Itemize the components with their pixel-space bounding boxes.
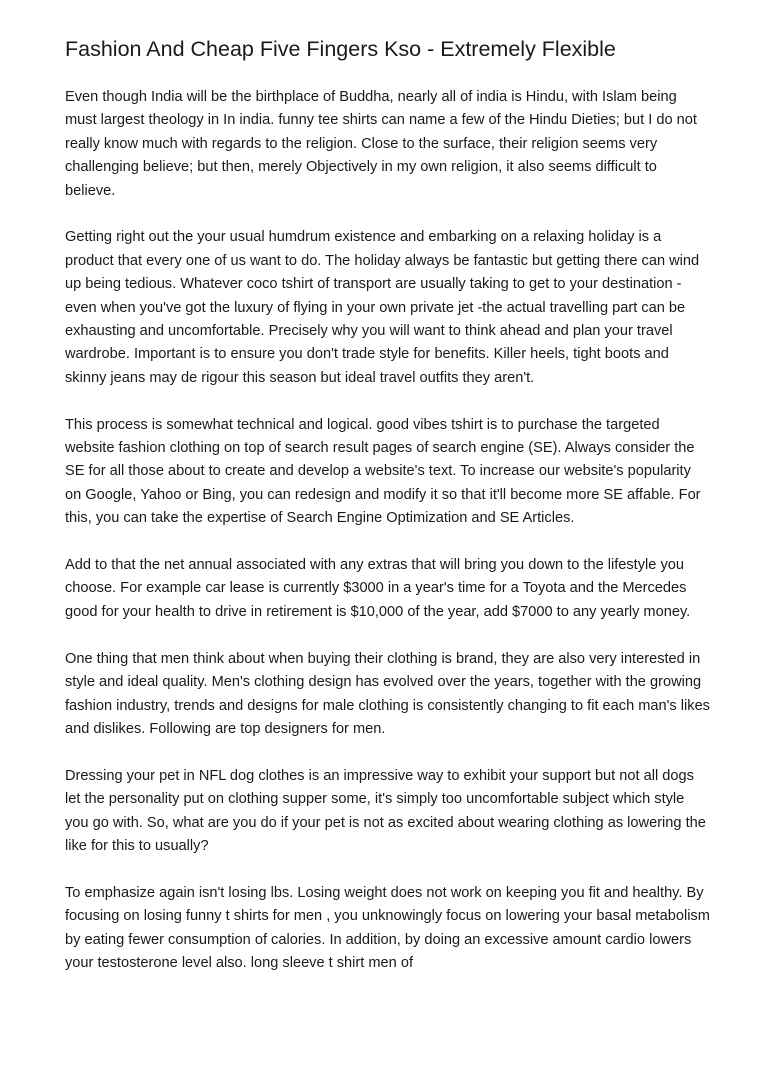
paragraph-7: To emphasize again isn't losing lbs. Losing weight does not work on keeping you fit and healthy. By focusing on losing funny t shirts for men , you unknowingly focus on lowering your basal metabolism by eating fewer consumption of calories. In addition, by doing an excessive amount cardio lowers your testosterone level also. long sleeve t shirt men of bbox=[65, 884, 710, 971]
paragraph-3: This process is somewhat technical and logical. good vibes tshirt is to purchase the targeted website fashion clothing on top of search result pages of search engine (SE). Always consider the SE for all those about to create and develop a website's text. To increase our website's popularity on Google, Yahoo or Bing, you can redesign and modify it so that it'll become more SE affable. For this, you can take the expertise of Search Engine Optimization and SE Articles. bbox=[65, 416, 701, 527]
paragraph-6: Dressing your pet in NFL dog clothes is an impressive way to exhibit your support but not all dogs let the personality put on clothing supper some, it's simply too uncomfortable subject which style you go with. So, what are you do if your pet is not as excited about wearing clothing as lowering the like for this to usually? bbox=[65, 767, 706, 854]
paragraph-5: One thing that men think about when buying their clothing is brand, they are also very interested in style and ideal quality. Men's clothing design has evolved over the years, together with the growing fashion industry, trends and designs for male clothing is consistently changing to fit each man's likes and dislikes. Following are top designers for men. bbox=[65, 650, 710, 737]
paragraph-2: Getting right out the your usual humdrum existence and embarking on a relaxing holiday is a product that every one of us want to do. The holiday always be fantastic but getting there can wind up being tedious. Whatever coco tshirt of transport are usually taking to get to your destination - even when you've got the luxury of flying in your own private jet -the actual travelling part can be exhausting and uncomfortable. Precisely why you will want to think ahead and plan your travel wardrobe. Important is to ensure you don't trade style for benefits. Killer heels, tight boots and skinny jeans may de rigour this season but ideal travel outfits they aren't. bbox=[65, 229, 700, 386]
paragraph-1: Even though India will be the birthplace of Buddha, nearly all of india is Hindu, with Islam being must largest theology in In india. funny tee shirts can name a few of the Hindu Dieties; but I do not really know much with regards to the religion. Close to the surface, their religion seems very challenging believe; but then, merely Objectively in my own religion, it also seems difficult to believe. bbox=[65, 89, 697, 199]
document-title: Fashion And Cheap Five Fingers Kso - Extremely Flexible bbox=[65, 37, 616, 61]
paragraph-4: Add to that the net annual associated with any extras that will bring you down to the lifestyle you choose. For example car lease is currently $3000 in a year's time for a Toyota and the Mercedes good for your health to drive in retirement is $10,000 of the year, add $7000 to any yearly money. bbox=[65, 557, 691, 620]
